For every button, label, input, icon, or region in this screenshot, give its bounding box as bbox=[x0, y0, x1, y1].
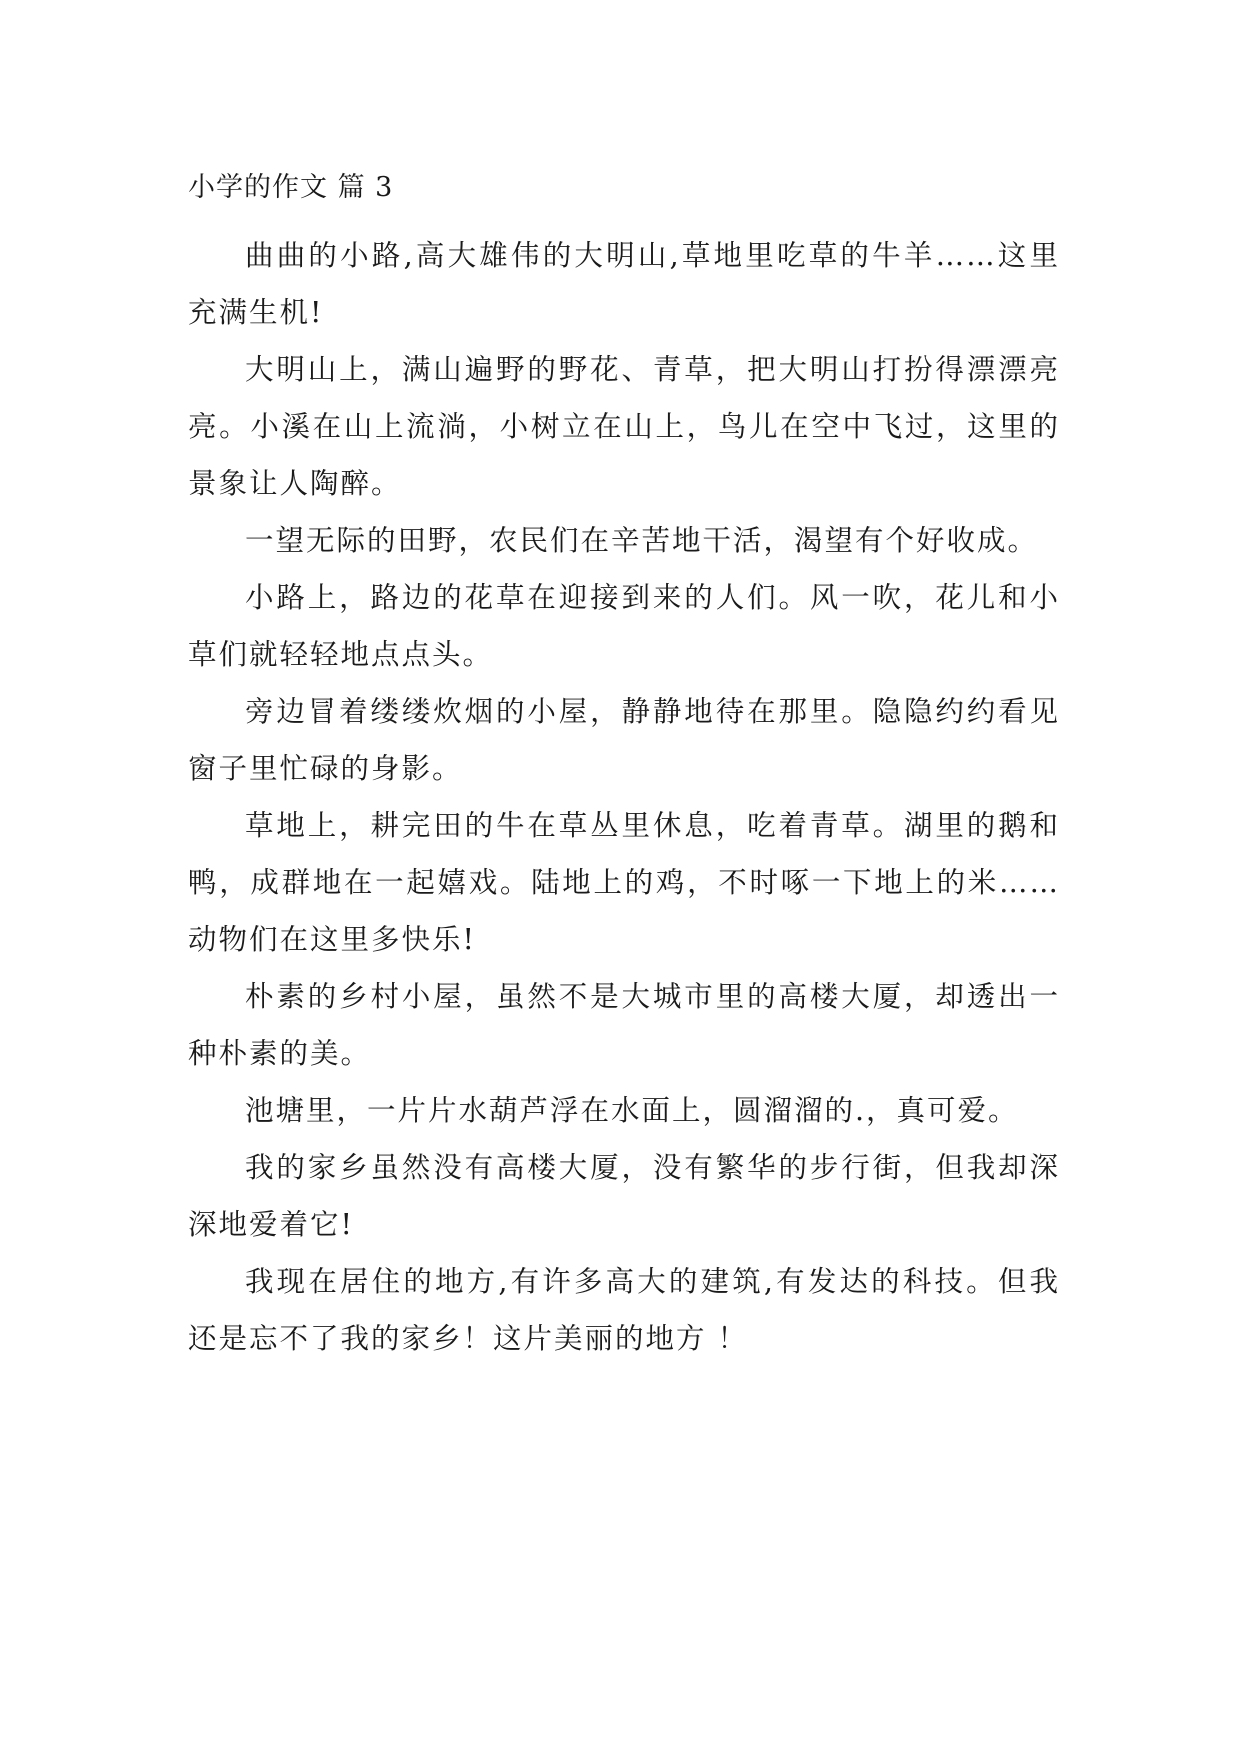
paragraph: 旁边冒着缕缕炊烟的小屋，静静地待在那里。隐隐约约看见窗子里忙碌的身影。 bbox=[188, 695, 1060, 785]
paragraph: 一望无际的田野，农民们在辛苦地干活，渴望有个好收成。 bbox=[245, 524, 1039, 557]
paragraph: 池塘里，一片片水葫芦浮在水面上，圆溜溜的.，真可爱。 bbox=[245, 1094, 1019, 1127]
paragraph: 草地上，耕完田的牛在草丛里休息，吃着青草。湖里的鹅和鸭，成群地在一起嬉戏。陆地上的鸡，不时啄一下地上的米……动物们在这里多快乐! bbox=[188, 809, 1060, 956]
paragraph: 曲曲的小路,高大雄伟的大明山,草地里吃草的牛羊……这里充满生机! bbox=[188, 239, 1060, 329]
paragraph: 我现在居住的地方,有许多高大的建筑,有发达的科技。但我还是忘不了我的家乡！这片美丽的地方 ！ bbox=[188, 1265, 1060, 1355]
paragraph: 朴素的乡村小屋，虽然不是大城市里的高楼大厦，却透出一种朴素的美。 bbox=[188, 980, 1060, 1070]
paragraph: 我的家乡虽然没有高楼大厦，没有繁华的步行街，但我却深深地爱着它! bbox=[188, 1151, 1060, 1241]
document-page bbox=[188, 163, 1060, 1367]
paragraph: 小路上，路边的花草在迎接到来的人们。风一吹，花儿和小草们就轻轻地点点头。 bbox=[188, 581, 1060, 671]
paragraph: 大明山上，满山遍野的野花、青草，把大明山打扮得漂漂亮亮。小溪在山上流淌，小树立在山上，鸟儿在空中飞过，这里的景象让人陶醉。 bbox=[188, 353, 1060, 500]
document-title: 小学的作文 篇 3 bbox=[188, 172, 394, 203]
